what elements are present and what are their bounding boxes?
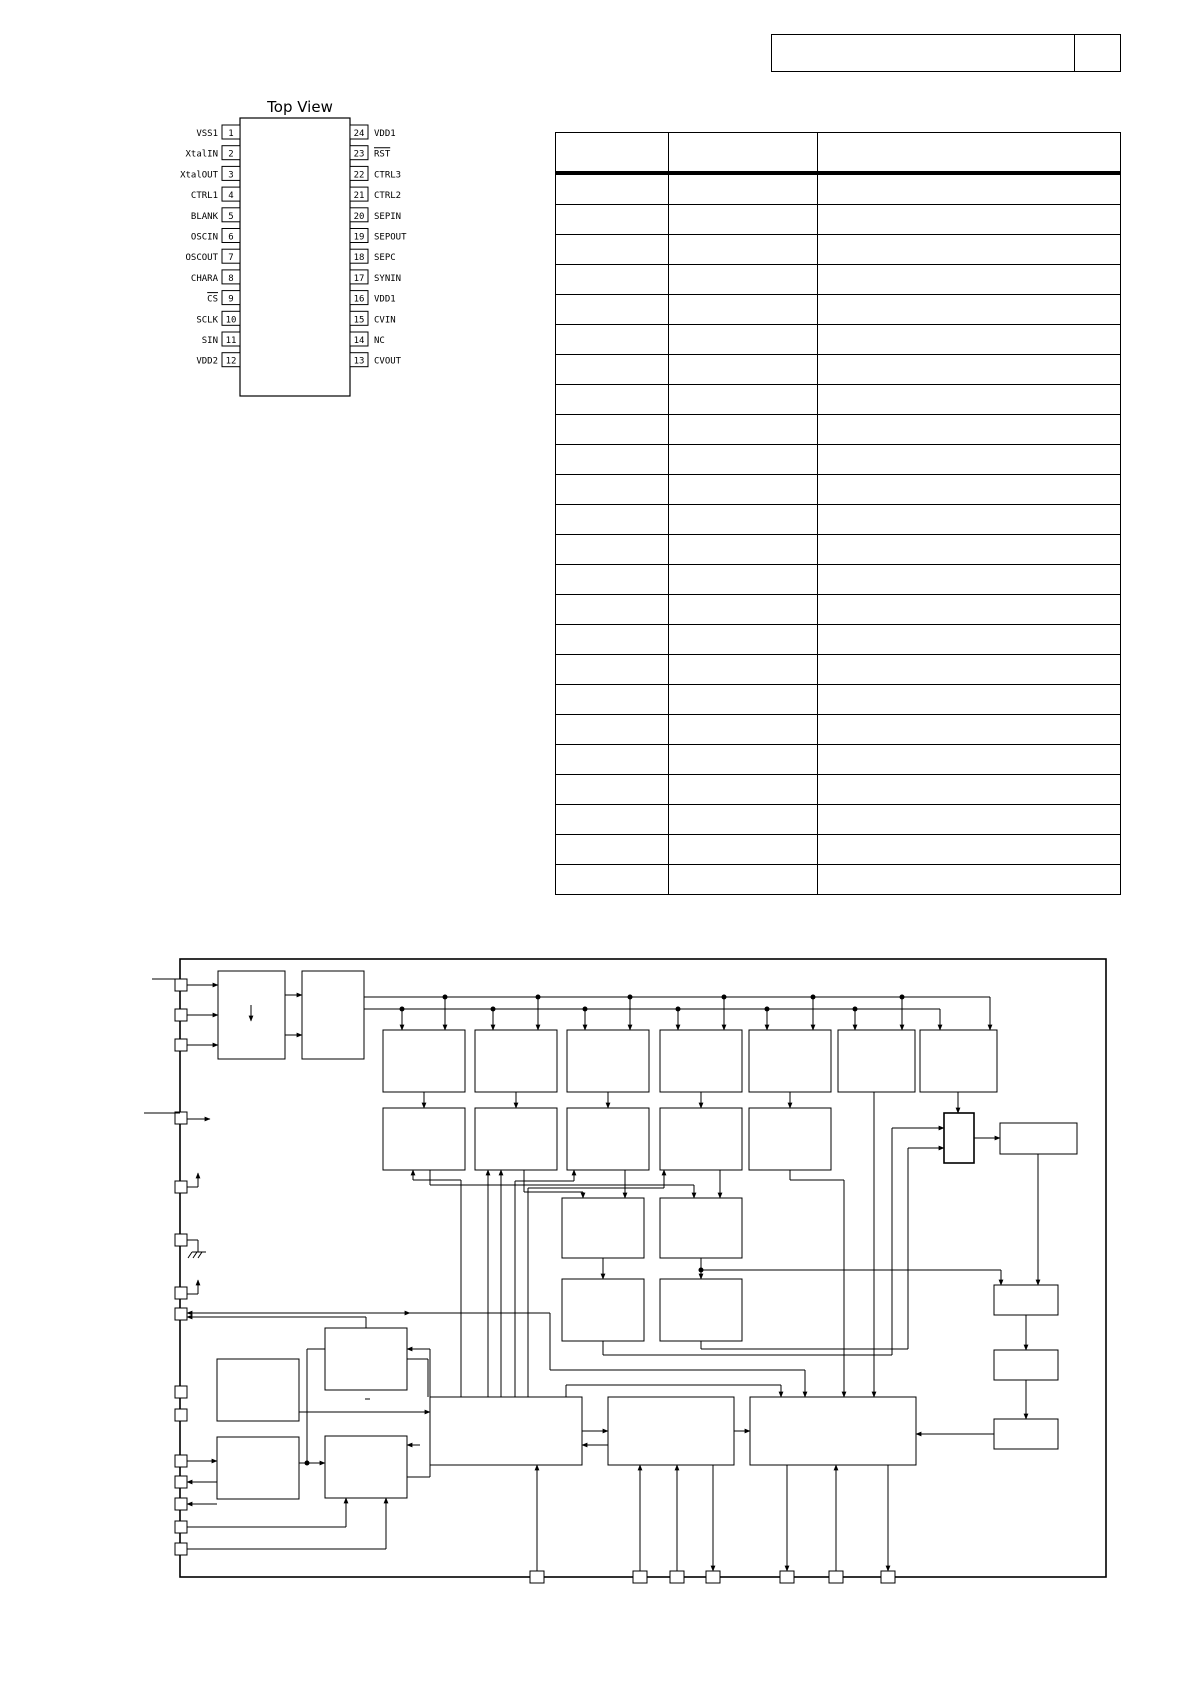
- table-row: [556, 235, 1121, 265]
- pin-number: 8: [228, 273, 234, 284]
- ic-pin: [180, 166, 240, 180]
- ic-pin: [196, 311, 240, 325]
- table-cell: [818, 173, 1121, 205]
- table-cell: [669, 595, 818, 625]
- table-cell: [818, 385, 1121, 415]
- table-row: [556, 625, 1121, 655]
- functional-blocks: [217, 971, 1077, 1499]
- table-cell: [556, 565, 669, 595]
- left-pin-pads: [175, 979, 187, 1555]
- ic-pin: [350, 291, 396, 305]
- table-cell: [556, 805, 669, 835]
- pin-number: 2: [228, 149, 234, 160]
- ic-pin: [191, 208, 240, 222]
- pin-name: NC: [374, 336, 385, 346]
- table-cell: [669, 625, 818, 655]
- table-row: [556, 205, 1121, 235]
- header-divider: [1074, 35, 1075, 71]
- table-cell: [669, 535, 818, 565]
- pin-name: VDD1: [374, 129, 396, 139]
- pin-name: RST: [374, 149, 391, 160]
- table-cell: [669, 865, 818, 895]
- table-row: [556, 595, 1121, 625]
- table-row: [556, 173, 1121, 205]
- table-cell: [556, 655, 669, 685]
- pin-number: 7: [228, 253, 234, 264]
- table-cell: [669, 715, 818, 745]
- table-cell: [818, 655, 1121, 685]
- pin-name: XtalIN: [185, 149, 218, 160]
- table-cell: [818, 775, 1121, 805]
- table-cell: [818, 745, 1121, 775]
- pin-number: 14: [353, 336, 365, 346]
- pin-name: SEPOUT: [374, 232, 407, 243]
- table-row: [556, 865, 1121, 895]
- table-cell: [669, 295, 818, 325]
- chip-outline: [180, 959, 1106, 1577]
- table-cell: [556, 775, 669, 805]
- table-cell: [556, 445, 669, 475]
- pin-name: SIN: [201, 336, 218, 346]
- pin-description-table: [555, 132, 1121, 895]
- table-row: [556, 805, 1121, 835]
- table-cell: [556, 835, 669, 865]
- table-cell: [818, 445, 1121, 475]
- table-cell: [556, 745, 669, 775]
- pin-name: VSS1: [196, 129, 218, 139]
- pin-number: 18: [353, 253, 365, 264]
- table-cell: [669, 745, 818, 775]
- table-row: [556, 325, 1121, 355]
- ic-pin: [350, 311, 396, 325]
- table-row: [556, 745, 1121, 775]
- pin-number: 21: [353, 191, 365, 202]
- pin-number: 24: [353, 129, 365, 139]
- table-cell: [556, 535, 669, 565]
- table-cell: [818, 235, 1121, 265]
- table-header-cell: [669, 133, 818, 174]
- pin-name: VDD1: [374, 294, 396, 305]
- ic-pin: [350, 270, 401, 284]
- table-cell: [669, 565, 818, 595]
- pinout-diagram: [160, 95, 430, 415]
- ic-pin: [207, 291, 240, 305]
- table-cell: [556, 415, 669, 445]
- table-cell: [556, 865, 669, 895]
- table-cell: [669, 385, 818, 415]
- pin-name: SYNIN: [374, 273, 402, 284]
- table-cell: [669, 505, 818, 535]
- table-cell: [556, 625, 669, 655]
- table-cell: [669, 265, 818, 295]
- table-row: [556, 385, 1121, 415]
- pin-name: SCLK: [196, 315, 218, 326]
- signal-wires: [187, 985, 1038, 1571]
- ic-pin: [350, 187, 401, 201]
- table-cell: [669, 835, 818, 865]
- pin-name: VDD2: [196, 356, 218, 367]
- pin-name: CHARA: [190, 273, 218, 284]
- table-cell: [818, 835, 1121, 865]
- pin-number: 10: [225, 315, 237, 326]
- header-box: [771, 34, 1121, 72]
- table-row: [556, 775, 1121, 805]
- pin-name: XtalOUT: [180, 170, 218, 181]
- table-cell: [818, 295, 1121, 325]
- table-cell: [556, 295, 669, 325]
- table-row: [556, 655, 1121, 685]
- pin-number: 5: [228, 211, 234, 222]
- pin-name: CTRL2: [374, 191, 402, 202]
- pin-number: 9: [228, 294, 234, 305]
- table-row: [556, 475, 1121, 505]
- ic-pin: [191, 229, 240, 243]
- ic-pin: [191, 270, 240, 284]
- ic-pin: [191, 187, 240, 201]
- pin-number: 16: [353, 294, 365, 305]
- table-cell: [818, 415, 1121, 445]
- ic-pin: [202, 332, 240, 346]
- table-cell: [818, 205, 1121, 235]
- pin-name: BLANK: [190, 211, 218, 222]
- ic-pin: [350, 166, 401, 180]
- ic-pin: [350, 125, 396, 139]
- table-cell: [669, 205, 818, 235]
- table-cell: [669, 685, 818, 715]
- table-row: [556, 265, 1121, 295]
- table-cell: [556, 595, 669, 625]
- table-row: [556, 715, 1121, 745]
- table-cell: [818, 325, 1121, 355]
- table-cell: [669, 775, 818, 805]
- table-cell: [818, 685, 1121, 715]
- table-cell: [818, 265, 1121, 295]
- pin-name: CTRL3: [374, 170, 402, 181]
- table-header-cell: [556, 133, 669, 174]
- pin-number: 1: [228, 129, 234, 139]
- pin-name: OSCIN: [190, 232, 218, 243]
- pin-name: CTRL1: [190, 191, 218, 202]
- table-cell: [818, 475, 1121, 505]
- pin-name: CVOUT: [374, 356, 402, 367]
- table-cell: [818, 865, 1121, 895]
- table-cell: [556, 265, 669, 295]
- table-cell: [556, 475, 669, 505]
- ic-pin: [350, 146, 391, 160]
- ic-package-body: [240, 118, 350, 396]
- ic-pin: [185, 249, 240, 263]
- pin-name: SEPIN: [374, 211, 402, 222]
- table-header-row: [556, 133, 1121, 174]
- table-cell: [556, 235, 669, 265]
- table-row: [556, 445, 1121, 475]
- table-cell: [556, 173, 669, 205]
- table-row: [556, 565, 1121, 595]
- table-cell: [669, 655, 818, 685]
- pin-number: 4: [228, 191, 234, 202]
- pin-name: OSCOUT: [185, 253, 218, 264]
- pin-name: SEPC: [374, 253, 396, 264]
- pin-number: 6: [228, 232, 234, 243]
- block-diagram: [130, 945, 1115, 1585]
- table-cell: [669, 415, 818, 445]
- table-cell: [818, 715, 1121, 745]
- pin-number: 12: [225, 356, 237, 367]
- pin-number: 13: [353, 356, 365, 367]
- ic-pin: [350, 353, 402, 367]
- table-cell: [669, 355, 818, 385]
- table-cell: [556, 355, 669, 385]
- table-cell: [556, 715, 669, 745]
- table-cell: [818, 505, 1121, 535]
- pin-number: 19: [353, 232, 365, 243]
- pin-number: 15: [353, 315, 365, 326]
- pinout-title: Top View: [267, 98, 333, 116]
- table-cell: [818, 805, 1121, 835]
- table-cell: [818, 595, 1121, 625]
- table-cell: [556, 385, 669, 415]
- pin-number: 11: [225, 336, 237, 346]
- table-cell: [818, 535, 1121, 565]
- ic-pin: [185, 146, 240, 160]
- pin-number: 22: [353, 170, 365, 181]
- table-cell: [556, 685, 669, 715]
- pin-name: CS: [207, 294, 218, 305]
- table-row: [556, 535, 1121, 565]
- table-row: [556, 505, 1121, 535]
- pin-number: 3: [228, 170, 234, 181]
- table-cell: [669, 475, 818, 505]
- table-cell: [556, 205, 669, 235]
- ic-pin: [196, 353, 240, 367]
- pin-name: CVIN: [374, 315, 396, 326]
- junction-dots: [305, 995, 905, 1466]
- pin-number: 17: [353, 273, 365, 284]
- table-row: [556, 835, 1121, 865]
- table-header-cell: [818, 133, 1121, 174]
- table-cell: [669, 445, 818, 475]
- ic-pin: [350, 249, 396, 263]
- table-row: [556, 355, 1121, 385]
- table-cell: [669, 173, 818, 205]
- table-cell: [669, 325, 818, 355]
- table-cell: [818, 565, 1121, 595]
- table-row: [556, 685, 1121, 715]
- ic-pin: [350, 208, 401, 222]
- ic-pin: [350, 332, 385, 346]
- pin-number: 20: [353, 211, 365, 222]
- pin-number: 23: [353, 149, 365, 160]
- table-row: [556, 415, 1121, 445]
- table-cell: [556, 505, 669, 535]
- table-cell: [556, 325, 669, 355]
- ic-pin: [350, 229, 407, 243]
- table-cell: [669, 805, 818, 835]
- table-cell: [818, 625, 1121, 655]
- ic-pin: [196, 125, 240, 139]
- table-cell: [818, 355, 1121, 385]
- table-row: [556, 295, 1121, 325]
- table-cell: [669, 235, 818, 265]
